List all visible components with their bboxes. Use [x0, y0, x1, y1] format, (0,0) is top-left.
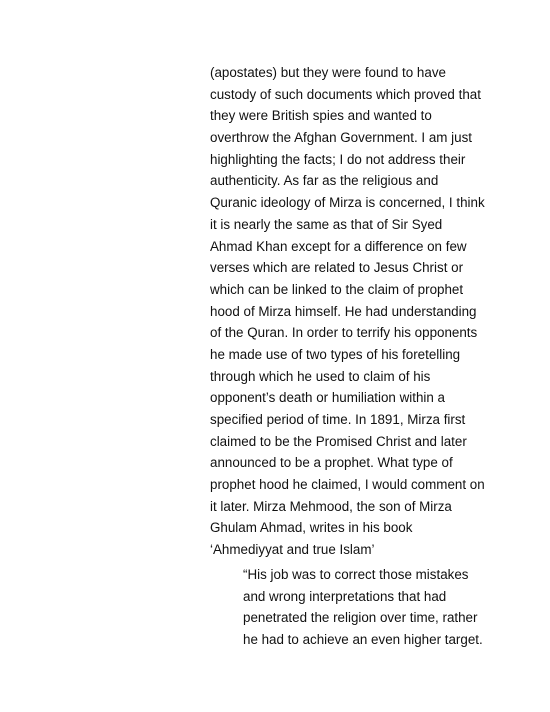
paragraph-line: Ahmad Khan except for a difference on few [210, 238, 467, 254]
paragraph-line: authenticity. As far as the religious and [210, 173, 439, 189]
paragraph-line: it is nearly the same as that of Sir Syed [210, 216, 443, 232]
paragraph-line: through which he used to claim of his [210, 368, 431, 384]
quote-line: and wrong interpretations that had [243, 588, 447, 604]
paragraph-line: prophet hood he claimed, I would comment on [210, 477, 485, 493]
quote-line: penetrated the religion over time, rather [243, 610, 478, 626]
paragraph-line: specified period of time. In 1891, Mirza first [210, 412, 466, 427]
quote-line: “His job was to correct those mistakes [243, 567, 469, 582]
paragraph-line: Quranic ideology of Mirza is concerned, I think [210, 195, 485, 211]
paragraph-line: Ghulam Ahmad, writes in his book [210, 520, 413, 536]
paragraph-line: highlighting the facts; I do not address their [210, 151, 466, 167]
paragraph-line: hood of Mirza himself. He had understanding [210, 303, 477, 319]
paragraph-line: ‘Ahmediyyat and true Islam’ [210, 542, 375, 558]
paragraph-line: which can be linked to the claim of prophet [210, 281, 464, 297]
paragraph-line: overthrow the Afghan Government. I am just [210, 130, 472, 146]
paragraph-line: opponent’s death or humiliation within a [210, 390, 445, 406]
paragraph-line: custody of such documents which proved that [210, 86, 481, 102]
quote-line: he had to achieve an even higher target. [243, 632, 483, 648]
block-quote [243, 564, 503, 651]
paragraph-line: of the Quran. In order to terrify his opponents [210, 325, 478, 341]
paragraph-line: they were British spies and wanted to [210, 108, 432, 124]
paragraph-line: he made use of two types of his foretelling [210, 346, 461, 362]
paragraph-line: it later. Mirza Mehmood, the son of Mirza [210, 498, 452, 514]
paragraph-line: verses which are related to Jesus Christ or [210, 260, 464, 276]
body-paragraph [210, 62, 510, 561]
paragraph-line: claimed to be the Promised Christ and later [210, 433, 467, 449]
paragraph-line: announced to be a prophet. What type of [210, 455, 453, 471]
paragraph-line: (apostates) but they were found to have [210, 65, 446, 80]
